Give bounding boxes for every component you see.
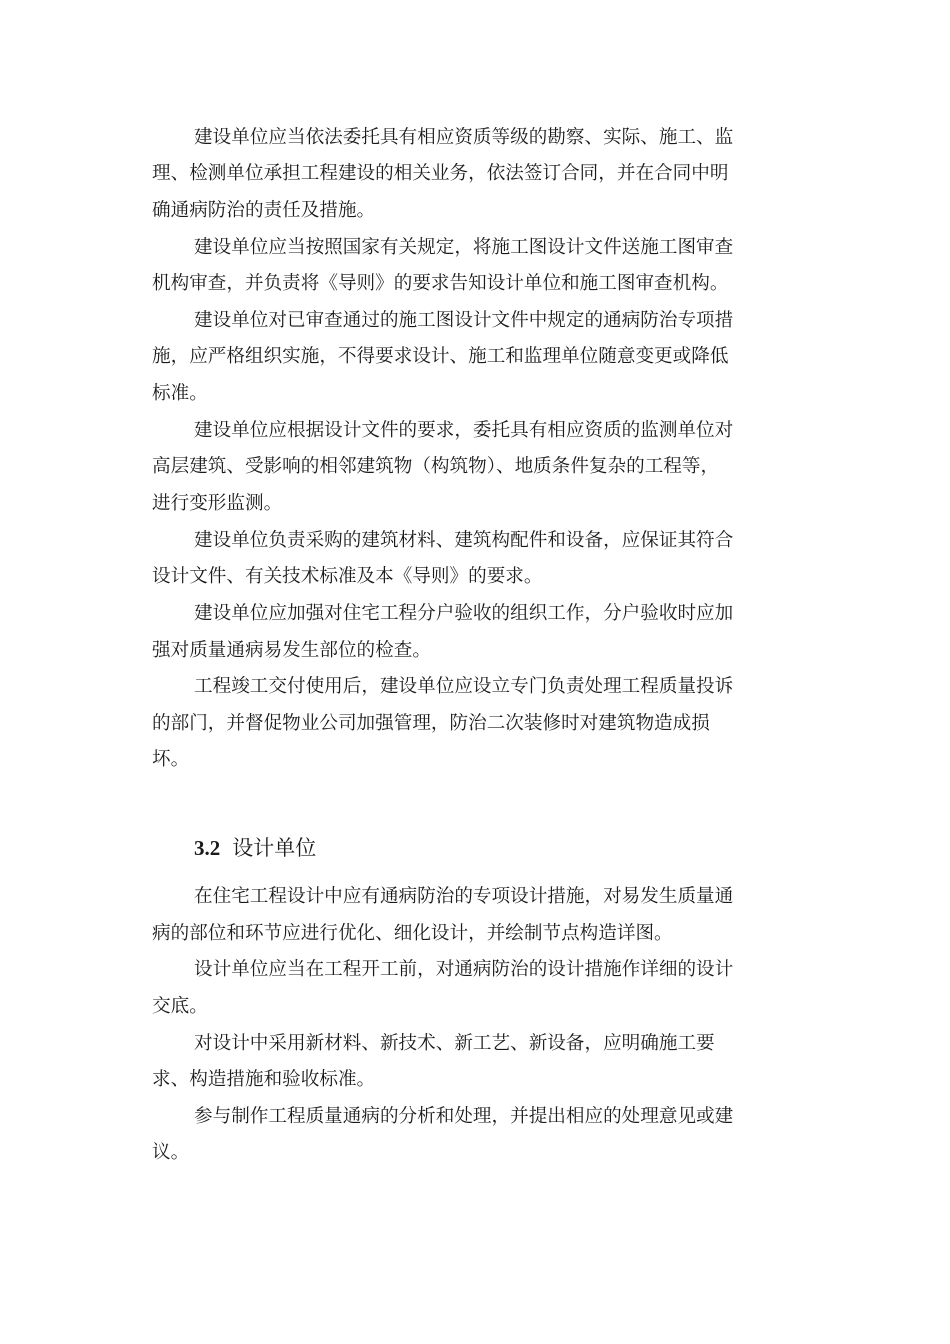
text-line: 议。 [152,1142,190,1163]
text-line: 建设单位应当依法委托具有相应资质等级的勘察、实际、施工、监 [194,127,734,148]
text-line: 对设计中采用新材料、新技术、新工艺、新设备，应明确施工要 [194,1033,715,1054]
text-line: 机构审查，并负责将《导则》的要求告知设计单位和施工图审查机构。 [152,273,729,294]
section-heading [194,835,316,861]
section-title: 设计单位 [232,836,317,860]
text-line: 建设单位应加强对住宅工程分户验收的组织工作，分户验收时应加 [194,603,734,624]
text-line: 标准。 [152,383,208,404]
text-line: 工程竣工交付使用后，建设单位应设立专门负责处理工程质量投诉 [194,676,734,697]
text-line: 强对质量通病易发生部位的检查。 [152,640,431,661]
section-number: 3.2 [194,836,221,860]
text-line: 建设单位应当按照国家有关规定，将施工图设计文件送施工图审查 [194,237,734,258]
text-line: 交底。 [152,996,208,1017]
text-line: 在住宅工程设计中应有通病防治的专项设计措施，对易发生质量通 [194,886,734,907]
text-line: 坏。 [152,749,190,770]
text-line: 确通病防治的责任及措施。 [152,200,376,221]
text-line: 建设单位应根据设计文件的要求，委托具有相应资质的监测单位对 [194,420,734,441]
text-line: 理、检测单位承担工程建设的相关业务，依法签订合同，并在合同中明 [152,163,729,184]
text-line: 的部门，并督促物业公司加强管理，防治二次装修时对建筑物造成损 [152,713,710,734]
text-line: 参与制作工程质量通病的分析和处理，并提出相应的处理意见或建 [194,1106,734,1127]
text-line: 病的部位和环节应进行优化、细化设计，并绘制节点构造详图。 [152,923,673,944]
text-line: 设计单位应当在工程开工前，对通病防治的设计措施作详细的设计 [194,959,734,980]
text-line: 建设单位负责采购的建筑材料、建筑构配件和设备，应保证其符合 [194,530,734,551]
text-line: 施，应严格组织实施，不得要求设计、施工和监理单位随意变更或降低 [152,346,729,367]
text-line: 建设单位对已审查通过的施工图设计文件中规定的通病防治专项措 [194,310,734,331]
text-line: 设计文件、有关技术标准及本《导则》的要求。 [152,566,543,587]
text-line: 高层建筑、受影响的相邻建筑物（构筑物）、地质条件复杂的工程等， [152,456,720,477]
text-line: 进行变形监测。 [152,493,283,514]
text-line: 求、构造措施和验收标准。 [152,1069,376,1090]
